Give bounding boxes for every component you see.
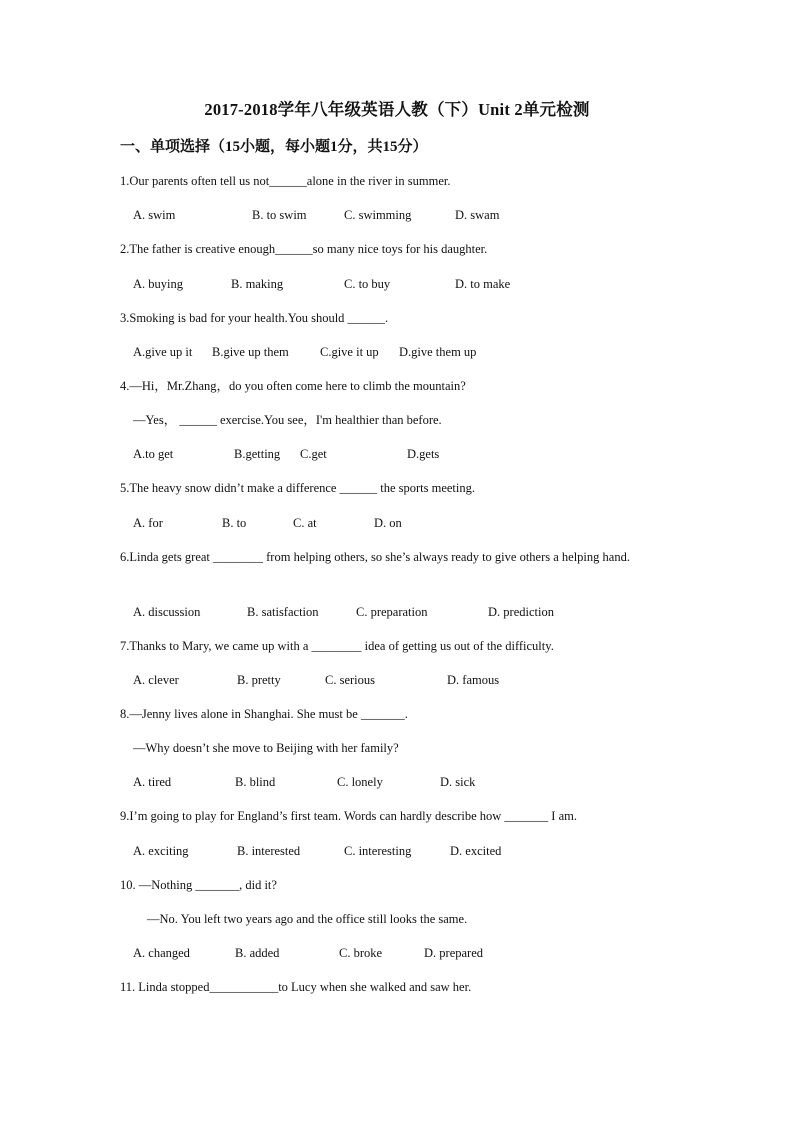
question-10-reply: —No. You left two years ago and the office still looks the same. [147, 912, 468, 926]
option-c: C.give it up [320, 345, 379, 359]
option-d: D. on [374, 516, 402, 530]
option-c: C. preparation [356, 605, 428, 619]
option-a: A.to get [133, 447, 174, 461]
question-6-stem: 6.Linda gets great ________ from helping others, so she’s always ready to give others a helping hand. [120, 550, 630, 564]
option-c: C. swimming [344, 208, 412, 222]
section-heading: 一、单项选择（15小题，每小题1分，共15分） [120, 139, 428, 155]
option-d: D. to make [455, 277, 511, 291]
option-b: B. interested [237, 844, 301, 858]
option-d: D.give them up [399, 345, 477, 359]
option-b: B. added [235, 946, 280, 960]
option-c: C. serious [325, 673, 375, 687]
option-d: D. prediction [488, 605, 554, 619]
option-d: D. sick [440, 775, 476, 789]
question-5-stem: 5.The heavy snow didn’t make a difference ______ the sports meeting. [120, 481, 475, 495]
option-b: B. pretty [237, 673, 281, 687]
option-a: A. changed [133, 946, 190, 960]
page-title: 2017-2018学年八年级英语人教（下）Unit 2单元检测 [204, 100, 590, 119]
option-b: B. to [222, 516, 247, 530]
option-d: D. famous [447, 673, 500, 687]
question-10-stem: 10. —Nothing _______, did it? [120, 878, 277, 892]
option-c: C.get [300, 447, 327, 461]
option-a: A. for [133, 516, 163, 530]
option-b: B. satisfaction [247, 605, 319, 619]
option-a: A.give up it [133, 345, 193, 359]
option-c: C. broke [339, 946, 383, 960]
option-b: B.getting [234, 447, 281, 461]
option-b: B.give up them [212, 345, 289, 359]
question-2-stem: 2.The father is creative enough______so many nice toys for his daughter. [120, 242, 488, 256]
option-a: A. swim [133, 208, 176, 222]
option-d: D. excited [450, 844, 502, 858]
option-a: A. tired [133, 775, 172, 789]
question-3-stem: 3.Smoking is bad for your health.You should ______. [120, 311, 389, 325]
option-b: B. making [231, 277, 284, 291]
option-b: B. blind [235, 775, 276, 789]
option-c: C. interesting [344, 844, 412, 858]
question-7-stem: 7.Thanks to Mary, we came up with a ________ idea of getting us out of the difficulty. [120, 639, 554, 653]
option-a: A. exciting [133, 844, 189, 858]
question-9-stem: 9.I’m going to play for England’s first team. Words can hardly describe how _______ I am. [120, 809, 577, 823]
option-b: B. to swim [252, 208, 307, 222]
option-d: D. swam [455, 208, 500, 222]
option-c: C. lonely [337, 775, 383, 789]
question-4-reply: —Yes， ______ exercise.You see，I'm healthier than before. [133, 413, 442, 427]
option-a: A. clever [133, 673, 179, 687]
question-1-stem: 1.Our parents often tell us not______alone in the river in summer. [120, 174, 451, 188]
option-a: A. buying [133, 277, 183, 291]
option-c: C. to buy [344, 277, 391, 291]
option-a: A. discussion [133, 605, 201, 619]
option-c: C. at [293, 516, 317, 530]
question-8-stem: 8.—Jenny lives alone in Shanghai. She must be _______. [120, 707, 408, 721]
question-11-stem: 11. Linda stopped___________to Lucy when she walked and saw her. [120, 980, 472, 994]
option-d: D.gets [407, 447, 440, 461]
question-8-reply: —Why doesn’t she move to Beijing with her family? [133, 741, 399, 755]
question-4-stem: 4.—Hi，Mr.Zhang，do you often come here to climb the mountain? [120, 379, 466, 393]
option-d: D. prepared [424, 946, 483, 960]
